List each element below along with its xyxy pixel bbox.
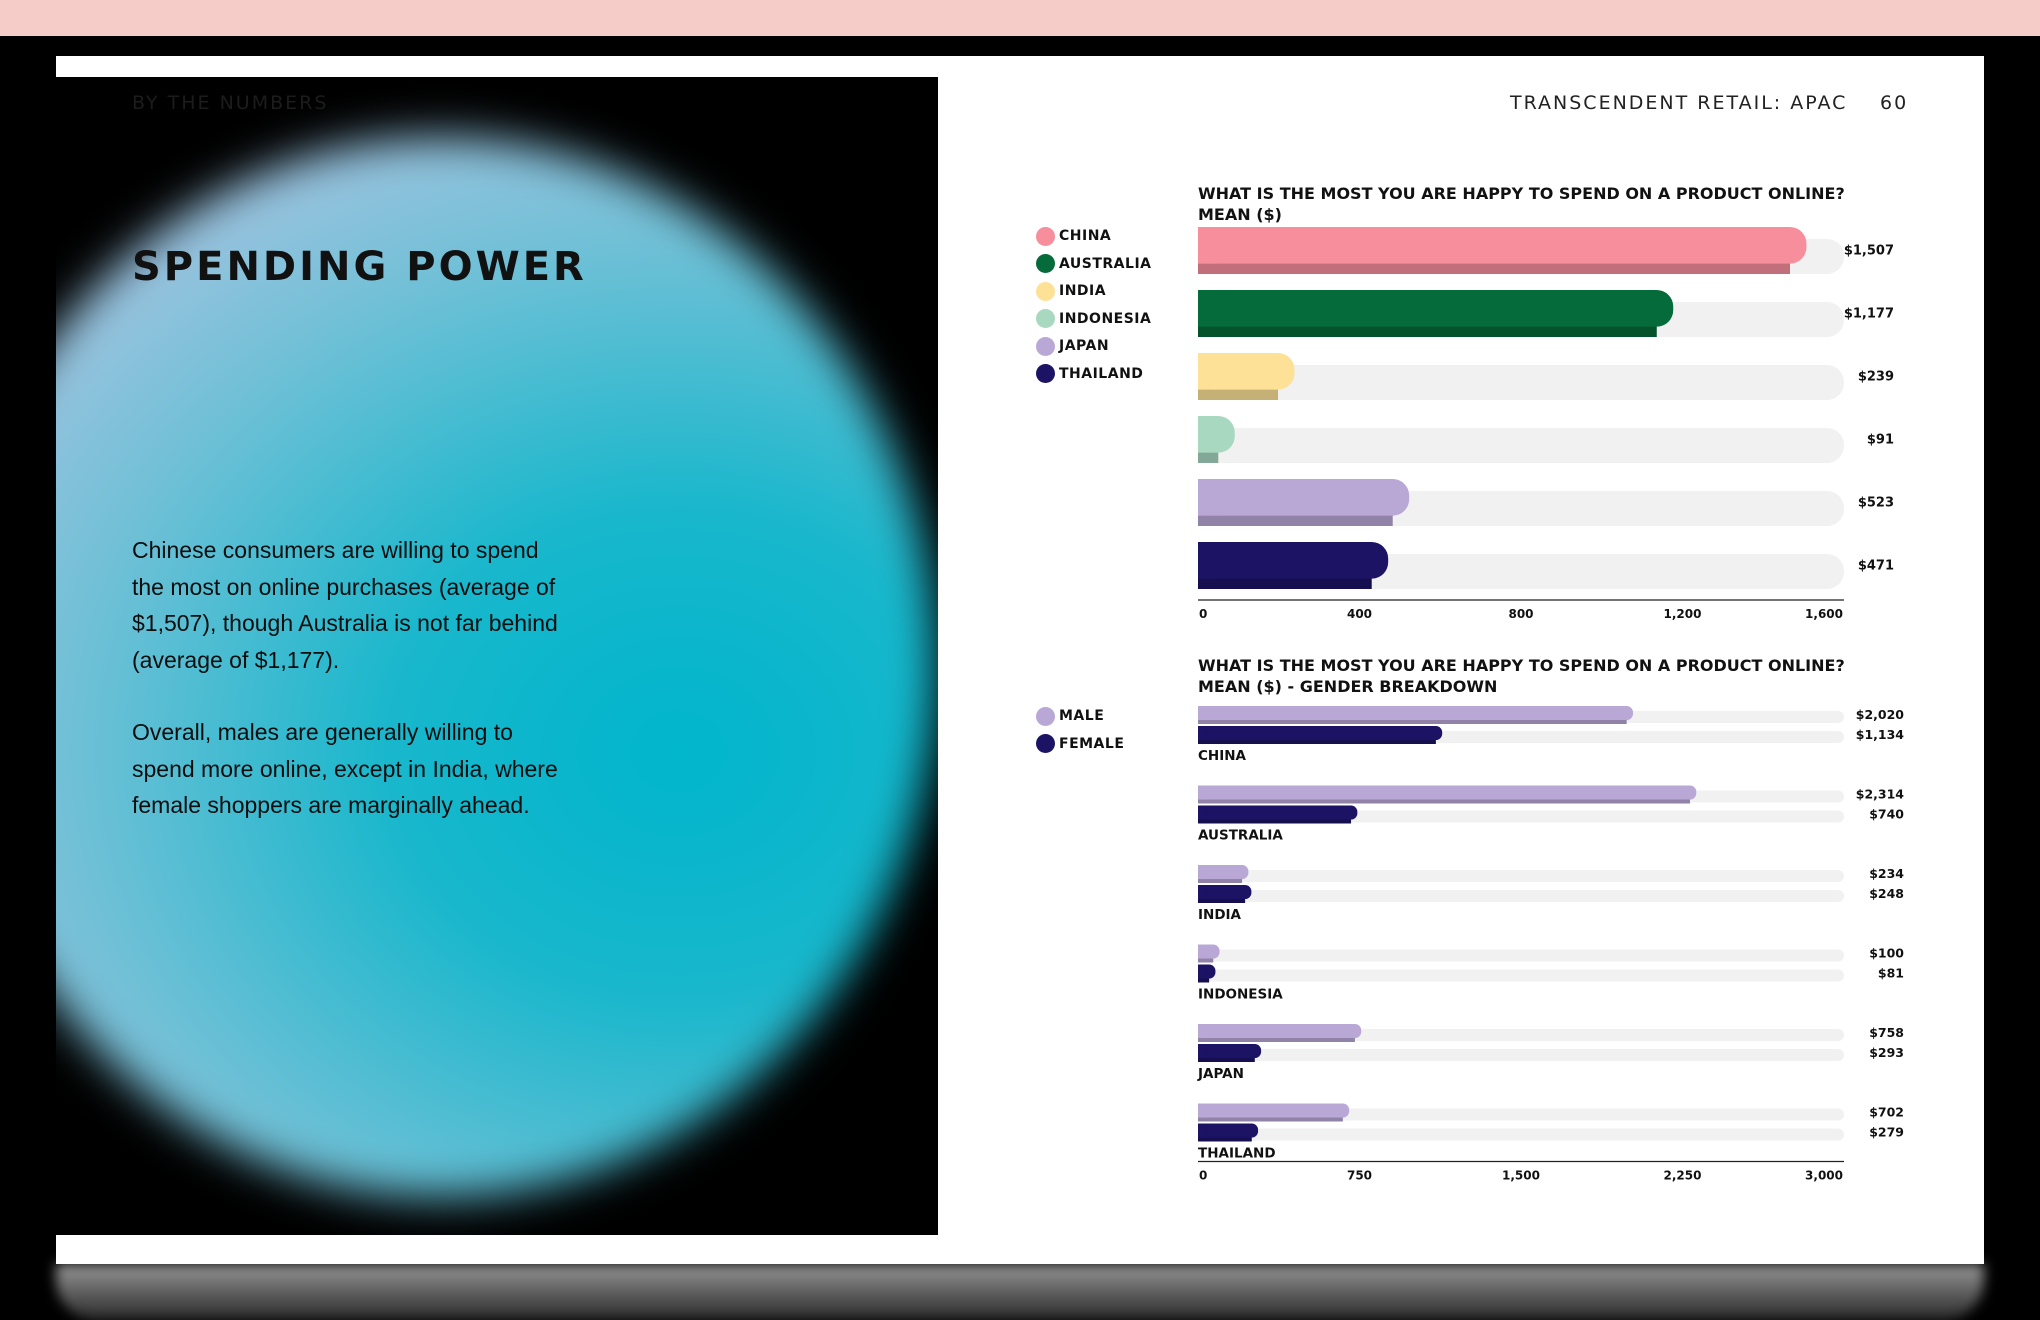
chart2-title-text: WHAT IS THE MOST YOU ARE HAPPY TO SPEND ON A PRODUCT ONLINE?: [1198, 656, 1845, 675]
chart1-x-tick-label: 1,600: [1805, 607, 1843, 621]
report-title: TRANSCENDENT RETAIL: APAC: [1510, 92, 1848, 114]
section-label: BY THE NUMBERS: [132, 92, 329, 114]
chart1-value-label-indonesia: $91: [1866, 432, 1894, 448]
chart1-x-tick-label: 800: [1508, 607, 1534, 621]
chart2-value-label-indonesia-male: $100: [1869, 945, 1904, 961]
chart1-bar-australia: [1198, 290, 1673, 337]
chart1-title-text: WHAT IS THE MOST YOU ARE HAPPY TO SPEND ON A PRODUCT ONLINE?: [1198, 184, 1845, 203]
chart2-value-label-japan-female: $293: [1869, 1045, 1904, 1060]
chart2-bar-china-female: [1198, 726, 1442, 744]
chart2-category-label-india: INDIA: [1198, 907, 1241, 923]
chart2-bar-australia-male-fill: [1198, 786, 1696, 800]
chart2-category-label-japan: JAPAN: [1198, 1066, 1244, 1082]
chart2-value-label-australia-male: $2,314: [1855, 786, 1904, 802]
chart2-x-tick-label: 1,500: [1502, 1168, 1540, 1183]
chart1-value-label-india: $239: [1857, 369, 1894, 385]
chart2-bar-australia-female-base: [1198, 806, 1205, 820]
chart2-bar-china-male-base: [1198, 706, 1205, 720]
chart2-bar-india-male: [1198, 865, 1248, 883]
chart1-subtitle: MEAN ($): [1198, 205, 1282, 224]
chart1-bar-japan-fill: [1198, 479, 1409, 516]
charts-canvas: [56, 56, 1984, 1264]
page-shadow: [56, 1264, 1984, 1320]
chart1-legend-label: CHINA: [1059, 228, 1112, 244]
chart1-x-tick-label: 1,200: [1663, 607, 1702, 621]
chart2-x-tick-label: 2,250: [1663, 1168, 1702, 1183]
chart2-bar-china-female-base: [1198, 726, 1205, 740]
chart2-bar-china-male: [1198, 706, 1633, 724]
chart2-bar-japan-female-base: [1198, 1044, 1205, 1058]
chart1-legend-label: JAPAN: [1059, 338, 1110, 354]
chart2-bar-australia-female: [1198, 806, 1357, 824]
chart1-x-tick-label: 0: [1199, 607, 1208, 621]
chart1-bar-thailand: [1198, 542, 1388, 589]
chart2-value-label-india-male: $234: [1869, 866, 1904, 881]
page-title: SPENDING POWER: [132, 244, 587, 290]
page-number: 60: [1880, 92, 1909, 114]
chart1-value-label-japan: $523: [1857, 495, 1894, 511]
chart2-bar-thailand-female-base: [1198, 1124, 1205, 1138]
chart2-track-japan-female: [1198, 1049, 1844, 1061]
chart2-bar-indonesia-female-base: [1198, 965, 1205, 979]
chart2-track-india-female: [1198, 890, 1844, 902]
chart2-subtitle: MEAN ($) - GENDER BREAKDOWN: [1198, 677, 1498, 696]
chart2-bar-indonesia-male-base: [1198, 945, 1205, 959]
chart2-bar-china-male-fill: [1198, 706, 1633, 720]
chart2-legend-label: FEMALE: [1059, 735, 1125, 752]
body-paragraph-1: Chinese consumers are willing to spend the most on online purchases (average of $1,507), though Australia is not far behind (average of $1,177).: [132, 537, 558, 673]
chart1-legend-label: INDIA: [1059, 283, 1107, 299]
chart1-track-indonesia: [1198, 428, 1844, 463]
chart1-x-tick-label: 400: [1346, 607, 1373, 621]
chart2-bar-thailand-male: [1198, 1104, 1349, 1122]
chart2-value-label-australia-female: $740: [1869, 806, 1904, 822]
chart1-bar-thailand-fill: [1198, 542, 1388, 579]
chart2-bar-japan-female-fill: [1198, 1044, 1261, 1058]
chart2-track-indonesia-male: [1198, 950, 1844, 962]
chart1-bar-thailand-base: [1198, 542, 1217, 579]
chart2-value-label-india-female: $248: [1869, 886, 1904, 901]
chart1-bar-china-fill: [1198, 227, 1806, 264]
chart1-bar-china-base: [1198, 227, 1217, 264]
chart2-value-label-thailand-male: $702: [1869, 1104, 1904, 1120]
chart2-bar-thailand-male-base: [1198, 1104, 1205, 1118]
chart2-value-label-thailand-female: $279: [1869, 1124, 1904, 1140]
chart1-bar-china: [1198, 227, 1806, 274]
chart2-bar-australia-male-base: [1198, 786, 1205, 800]
top-strip: [0, 0, 2040, 36]
chart2-bar-india-male-base: [1198, 865, 1205, 879]
chart2-bar-japan-male-base: [1198, 1024, 1205, 1038]
body-paragraph-2: Overall, males are generally willing to spend more online, except in India, where female shoppers are marginally ahead.: [132, 719, 558, 818]
chart2-bar-thailand-male-fill: [1198, 1104, 1349, 1118]
chart2-category-label-china: CHINA: [1198, 748, 1246, 764]
chart2-bar-china-female-fill: [1198, 726, 1442, 740]
chart1-bar-japan-base: [1198, 479, 1217, 516]
chart1-bar-india-base: [1198, 353, 1217, 390]
document-spread: [56, 56, 1984, 1264]
chart2-track-indonesia-female: [1198, 970, 1844, 982]
chart2-value-label-indonesia-female: $81: [1877, 965, 1904, 981]
chart2-value-label-china-male: $2,020: [1855, 707, 1904, 722]
chart2-track-india-male: [1198, 870, 1844, 882]
chart2-bar-japan-male: [1198, 1024, 1361, 1042]
chart1-value-label-china: $1,507: [1843, 243, 1894, 259]
chart2-bar-japan-female: [1198, 1044, 1261, 1062]
chart2-bar-australia-male: [1198, 786, 1696, 804]
chart1-bar-australia-base: [1198, 290, 1217, 327]
chart2-x-tick-label: 3,000: [1805, 1168, 1843, 1183]
chart2-bar-india-female-fill: [1198, 885, 1251, 899]
chart2-bar-thailand-female: [1198, 1124, 1258, 1142]
chart1-legend-label: INDONESIA: [1059, 310, 1152, 327]
chart2-x-tick-label: 750: [1346, 1168, 1373, 1183]
chart2-bar-india-female: [1198, 885, 1251, 903]
chart1-bar-australia-fill: [1198, 290, 1673, 327]
chart2-track-thailand-female: [1198, 1129, 1844, 1141]
chart2-value-label-japan-male: $758: [1869, 1025, 1904, 1040]
chart2-legend-label: MALE: [1059, 708, 1105, 724]
chart2-category-label-australia: AUSTRALIA: [1198, 827, 1283, 844]
chart2-category-label-indonesia: INDONESIA: [1198, 986, 1283, 1003]
chart1-bar-indonesia-base: [1198, 416, 1217, 453]
chart2-bar-thailand-female-fill: [1198, 1124, 1258, 1138]
chart2-bar-australia-female-fill: [1198, 806, 1357, 820]
chart1-bar-japan: [1198, 479, 1409, 526]
chart2-bar-japan-male-fill: [1198, 1024, 1361, 1038]
chart2-bar-india-female-base: [1198, 885, 1205, 899]
chart2-value-label-china-female: $1,134: [1855, 727, 1904, 742]
chart2-bar-india-male-fill: [1198, 865, 1248, 879]
chart1-legend-label: AUSTRALIA: [1059, 255, 1152, 272]
chart1-value-label-australia: $1,177: [1843, 306, 1894, 322]
chart1-track-india: [1198, 365, 1844, 400]
chart1-value-label-thailand: $471: [1857, 558, 1894, 574]
chart2-x-tick-label: 0: [1199, 1168, 1208, 1183]
chart1-legend-label: THAILAND: [1059, 365, 1144, 382]
chart2-category-label-thailand: THAILAND: [1198, 1145, 1276, 1162]
